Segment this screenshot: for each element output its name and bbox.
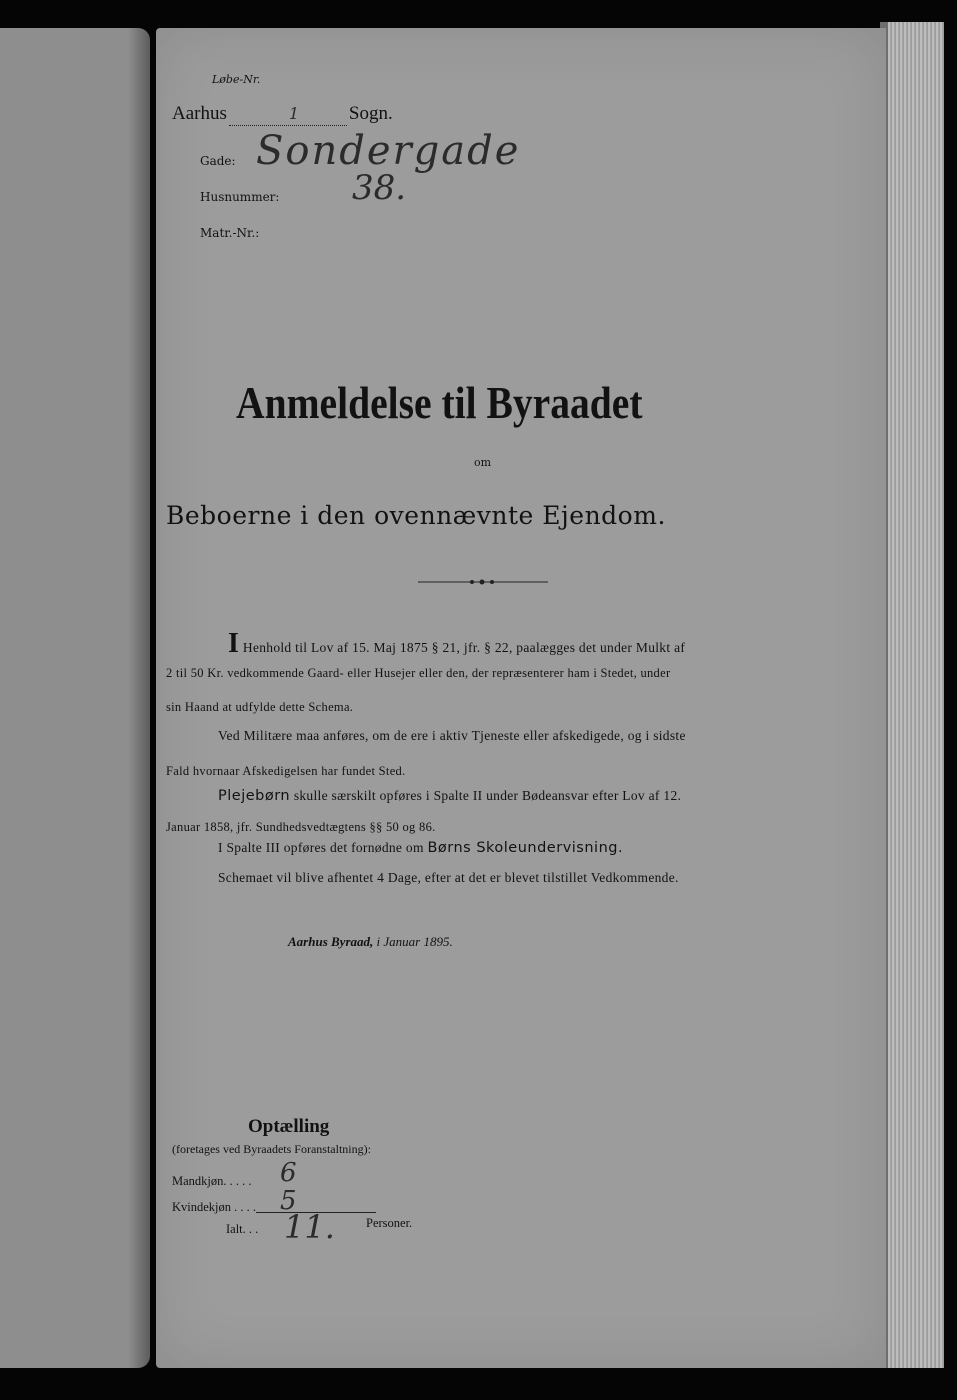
para3-line1 — [218, 788, 681, 804]
left-page-edge — [0, 28, 150, 1368]
city-label: Aarhus — [172, 103, 227, 124]
para3-line2: Januar 1858, jfr. Sundhedsvedtægtens §§ 50 og 86. — [166, 820, 436, 834]
plejeborn-word: Plejebørn — [218, 788, 291, 804]
mandkjon-value: 6 — [280, 1158, 297, 1188]
para1-line1-text: Henhold til Lov af 15. Maj 1875 § 21, jfr. § 22, paalægges det under Mulkt af — [242, 640, 686, 655]
husnummer-value: 38. — [352, 168, 407, 208]
page-stack-edge — [880, 22, 944, 1368]
signoff-name: Aarhus Byraad, — [288, 934, 374, 949]
count-note: (foretages ved Byraadets Foranstaltning): — [172, 1142, 371, 1156]
sogn-label: Sogn. — [348, 103, 393, 124]
signoff — [288, 934, 453, 950]
document-title: Anmeldelse til Byraadet — [236, 377, 643, 428]
mandkjon-label: Mandkjøn. . . . . — [172, 1174, 252, 1188]
para1-initial: I — [228, 628, 240, 659]
count-heading: Optælling — [248, 1116, 330, 1137]
gade-label: Gade: — [200, 154, 236, 168]
para5: Schemaet vil blive afhentet 4 Dage, efter at det er blevet tilstillet Vedkommende. — [218, 870, 679, 885]
skoleundervisning-word: Børns Skoleundervisning. — [427, 840, 624, 856]
sogn-value: 1 — [288, 104, 300, 123]
husnummer-label: Husnummer: — [200, 190, 280, 204]
gade-value: Sondergade — [256, 128, 521, 174]
para1-line3: sin Haand at udfylde dette Schema. — [166, 700, 354, 714]
matr-nr-label: Matr.-Nr.: — [200, 226, 260, 240]
para2-line1: Ved Militære maa anføres, om de ere i aktiv Tjeneste eller afskedigede, og i sidste — [218, 728, 686, 743]
title-om: om — [474, 456, 492, 469]
ialt-label: Ialt. . . — [226, 1222, 259, 1236]
para1-line2: 2 til 50 Kr. vedkommende Gaard- eller Husejer eller den, der repræsenterer ham i Stedet, under — [166, 666, 671, 680]
kvindekjon-value: 5 — [280, 1186, 297, 1216]
document-page — [156, 28, 886, 1368]
sogn-row — [172, 103, 393, 126]
kvindekjon-label: Kvindekjøn . . . . — [172, 1200, 257, 1214]
sogn-dotline — [229, 103, 347, 126]
personer-label: Personer. — [366, 1216, 413, 1230]
signoff-date: i Januar 1895. — [376, 934, 453, 949]
loebe-nr-label: Løbe-Nr. — [212, 73, 261, 86]
para1-line1 — [228, 628, 685, 660]
ornament-divider — [418, 576, 548, 588]
para2-line2: Fald hvornaar Afskedigelsen har fundet Sted. — [166, 764, 406, 778]
para4-text: I Spalte III opføres det fornødne om — [218, 840, 424, 855]
ialt-value: 11. — [284, 1208, 335, 1246]
document-subtitle: Beboerne i den ovennævnte Ejendom. — [166, 501, 666, 530]
para4 — [218, 840, 623, 856]
para3-line1-text: skulle særskilt opføres i Spalte II under Bødeansvar efter Lov af 12. — [293, 788, 682, 803]
